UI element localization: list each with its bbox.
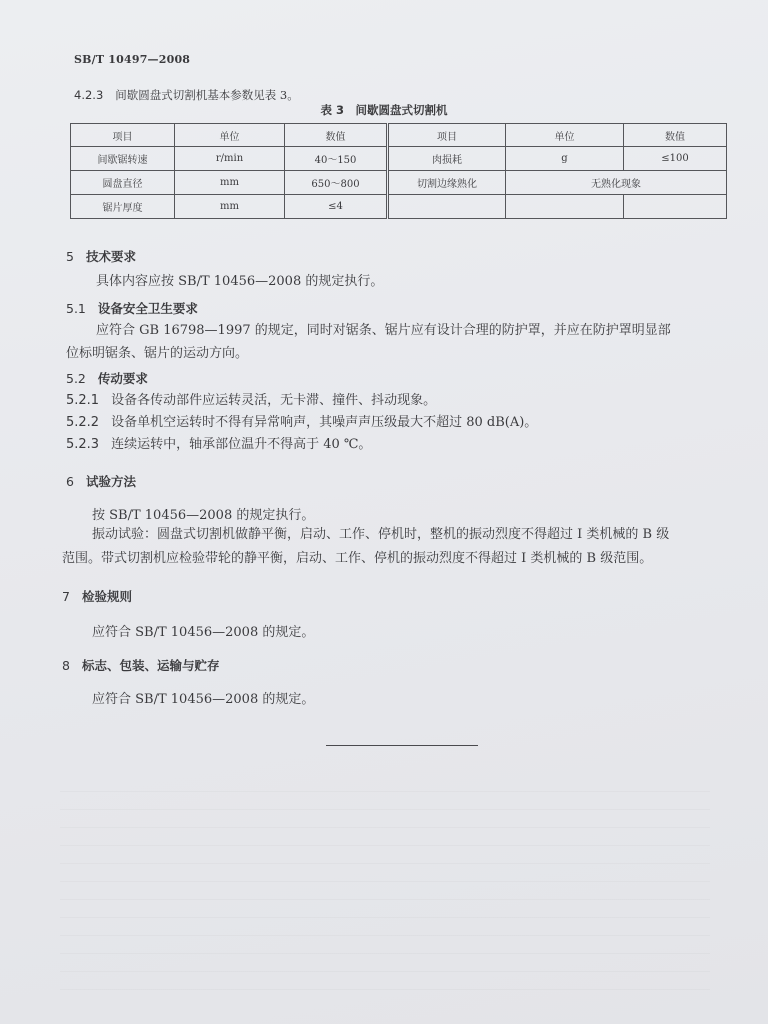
clause-5-2-1 [66,393,436,409]
table-cell: 肉损耗 [388,147,506,171]
section-title: 检验规则 [81,589,132,604]
section-5-1-body-line-1: 应符合 GB 16798—1997 的规定，同时对锯条、锯片应有设计合理的防护罩，并应在防护罩明显部 [96,323,671,338]
table-header-cell: 项目 [388,124,506,147]
table-cell: r/min [175,147,285,171]
parameters-table [70,123,727,219]
table-header-cell: 单位 [175,124,285,147]
table-header-cell: 数值 [624,124,727,147]
table-cell: mm [175,195,285,219]
table-cell: 锯片厚度 [71,195,175,219]
section-number: 5 [66,249,74,264]
section-number: 8 [62,658,70,673]
section-title: 设备安全卫生要求 [97,301,198,316]
section-title: 技术要求 [85,249,136,264]
table-header-row [71,124,727,147]
section-5-heading [66,249,136,265]
section-title: 试验方法 [85,474,136,489]
clause-number: 5.2.2 [66,415,100,430]
section-title: 传动要求 [97,371,148,386]
section-title: 标志、包装、运输与贮存 [81,658,220,673]
section-5-body: 具体内容应按 SB/T 10456—2008 的规定执行。 [96,274,384,289]
table-cell: mm [175,171,285,195]
section-5-2-heading [66,371,148,387]
section-7-body: 应符合 SB/T 10456—2008 的规定。 [92,625,315,640]
section-8-heading [62,658,219,674]
table-cell [506,195,624,219]
table-cell [624,195,727,219]
section-5-1-body-line-2: 位标明锯条、锯片的运动方向。 [66,346,249,361]
clause-number: 4.2.3 [74,88,104,102]
table-header-cell: 项目 [71,124,175,147]
table-row [71,195,727,219]
section-6-heading [66,474,136,490]
clause-4-2-3 [74,87,299,103]
clause-text: 设备各传动部件应运转灵活，无卡滞、撞件、抖动现象。 [111,393,437,408]
show-through-texture [60,790,710,990]
section-5-1-heading [66,301,198,317]
section-number: 5.2 [66,371,86,386]
section-number: 5.1 [66,301,86,316]
clause-number: 5.2.1 [66,393,100,408]
table-cell: 间歇锯转速 [71,147,175,171]
table-cell: 40～150 [285,147,388,171]
table-cell: g [506,147,624,171]
section-6-body-2-line-2: 范围。带式切割机应检验带轮的静平衡，启动、工作、停机的振动烈度不得超过 Ⅰ 类机械的 B 级范围。 [62,551,653,566]
clause-5-2-2 [66,415,537,431]
table-cell: 圆盘直径 [71,171,175,195]
table-cell [388,195,506,219]
table-cell: 650～800 [285,171,388,195]
section-number: 7 [62,589,70,604]
clause-number: 5.2.3 [66,437,100,452]
table-header-cell: 数值 [285,124,388,147]
clause-text: 连续运转中，轴承部位温升不得高于 40 ℃。 [111,437,372,452]
section-6-body-1: 按 SB/T 10456—2008 的规定执行。 [92,508,315,523]
table-cell: 无熟化现象 [506,171,727,195]
section-number: 6 [66,474,74,489]
section-6-body-2-line-1: 振动试验：圆盘式切割机做静平衡，启动、工作、停机时，整机的振动烈度不得超过 Ⅰ 类机械的 B 级 [92,527,670,542]
clause-5-2-3 [66,437,371,453]
table-cell: 切割边缘熟化 [388,171,506,195]
table-cell: ≤100 [624,147,727,171]
table-header-cell: 单位 [506,124,624,147]
table-cell: ≤4 [285,195,388,219]
section-8-body: 应符合 SB/T 10456—2008 的规定。 [92,692,315,707]
section-7-heading [62,589,132,605]
end-rule [326,745,478,746]
clause-text: 设备单机空运转时不得有异常响声，其噪声声压级最大不超过 80 dB(A)。 [111,415,538,430]
table-row [71,171,727,195]
table-caption: 表 3 间歇圆盘式切割机 [320,103,448,117]
standard-code-header: SB/T 10497—2008 [74,53,191,66]
table-row [71,147,727,171]
clause-text: 间歇圆盘式切割机基本参数见表 3。 [115,88,299,102]
